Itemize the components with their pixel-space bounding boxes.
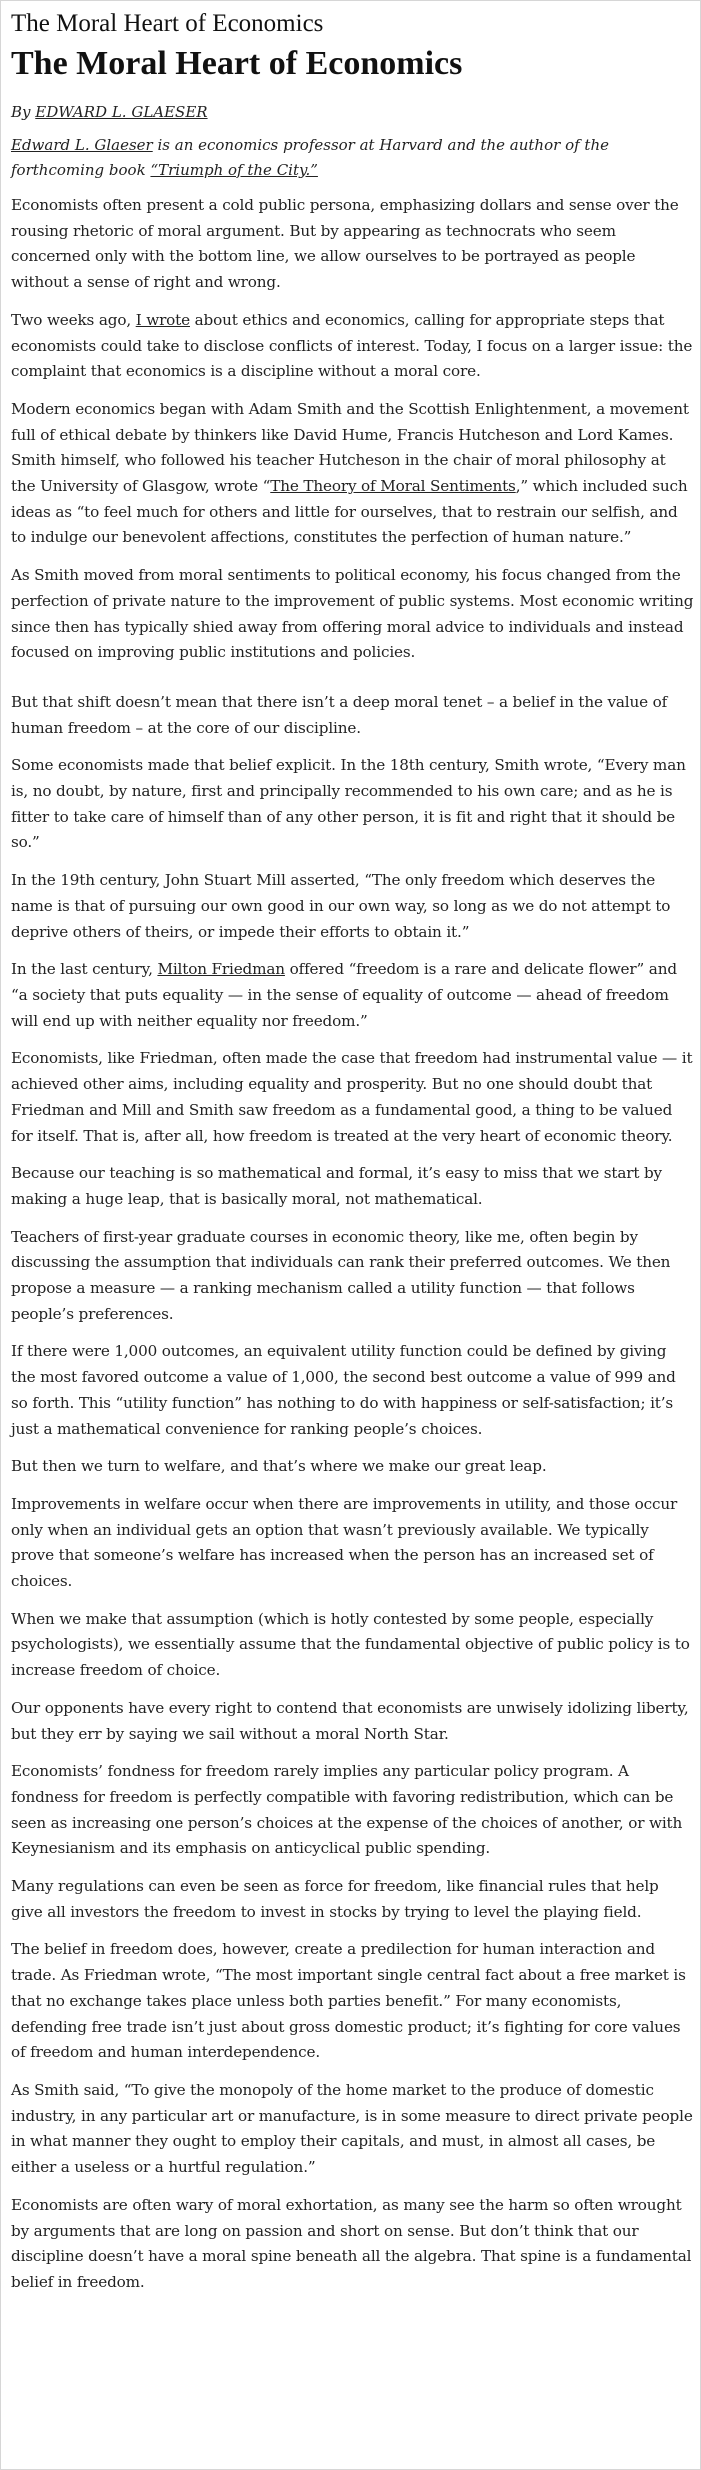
- paragraph-7: In the 19th century, John Stuart Mill asserted, “The only freedom which deserves the name is that of pursuing our own good in our own way, so long as we do not attempt to deprive others of theirs, or impede their efforts to obtain it.”: [11, 871, 671, 941]
- paragraph-5: But that shift doesn’t mean that there isn’t a deep moral tenet – a belief in the value of human freedom – at the core of our discipline.: [11, 692, 668, 737]
- paragraph-17: Economists’ fondness for freedom rarely implies any particular policy program. A fondness for freedom is perfectly compatible with favoring redistribution, which can be seen as increasing one person’s choices at the expense of the choices of another, or with Keynesianism and its emphasis on anticyclical public spending.: [11, 1762, 683, 1858]
- paragraph-text: In the last century,: [11, 960, 158, 979]
- paragraph-13: But then we turn to welfare, and that’s where we make our great leap.: [11, 1457, 547, 1476]
- paragraph-6: Some economists made that belief explicit. In the 18th century, Smith wrote, “Every man is, no doubt, by nature, first and principally recommended to his own care; and as he is fitter to take care of himself than of any other person, it is fit and right that it should be so.”: [11, 756, 686, 852]
- paragraph-4: As Smith moved from moral sentiments to political economy, his focus changed from the perfection of private nature to the improvement of public systems. Most economic writing since then has typically shied away from offering moral advice to individuals and instead focused on improving public institutions and policies.: [11, 566, 694, 662]
- paragraph-1: Economists often present a cold public persona, emphasizing dollars and sense over the rousing rhetoric of moral argument. But by appearing as technocrats who seem concerned only with the bottom line, we allow ourselves to be portrayed as people without a sense of right and wrong.: [11, 196, 679, 292]
- article-headline: The Moral Heart of Economics: [11, 45, 463, 82]
- inline-link[interactable]: Milton Friedman: [157, 960, 285, 979]
- paragraph-11: Teachers of first-year graduate courses in economic theory, like me, often begin by discussing the assumption that individuals can rank their preferred outcomes. We then propose a measure — a ranking mechanism called a utility function — that follows people’s preferences.: [11, 1227, 671, 1323]
- paragraph-14: Improvements in welfare occur when there are improvements in utility, and those occur only when an individual gets an option that wasn’t previously available. We typically prove that someone’s welfare has increased when the person has an increased set of choices.: [11, 1494, 678, 1591]
- paragraph-16: Our opponents have every right to contend that economists are unwisely idolizing liberty, but they err by saying we sail without a moral North Star.: [11, 1698, 689, 1743]
- paragraph-10: Because our teaching is so mathematical and formal, it’s easy to miss that we start by making a huge leap, that is basically moral, not mathematical.: [11, 1164, 662, 1208]
- paragraph-text: offered “freedom is a rare and delicate flower” and “a society that puts equality — in the sense of equality of outcome — ahead of freedom will end up with neither equality nor freedom.”: [11, 960, 677, 1030]
- paragraph-text: Two weeks ago,: [11, 310, 136, 329]
- inline-link[interactable]: The Theory of Moral Sentiments: [270, 477, 516, 496]
- paragraph-21: Economists are often wary of moral exhortation, as many see the harm so often wrought by arguments that are long on passion and short on sense. But don’t think that our discipline doesn’t have a moral spine beneath all the algebra. That spine is a fundamental belief in freedom.: [11, 2195, 692, 2291]
- paragraph-8: [11, 957, 694, 1034]
- paragraph-text: about ethics and economics, calling for appropriate steps that economists could take to disclose conflicts of interest. Today, I focus on a larger issue: the complaint that economics is a discipline without a moral core.: [11, 310, 693, 381]
- paragraph-text: Modern economics began with Adam Smith and the Scottish Enlightenment, a movement full of ethical debate by thinkers like David Hume, Francis Hutcheson and Lord Kames. Smith himself, who followed his teacher Hutcheson in the chair of moral philosophy at the University of Glasgow, wrote “: [11, 399, 689, 496]
- bio-author-link[interactable]: Edward L. Glaeser: [11, 136, 153, 154]
- paragraph-19: The belief in freedom does, however, create a predilection for human interaction and trade. As Friedman wrote, “The most important single central fact about a free market is that no exchange takes place unless both parties benefit.” For many economists, defending free trade isn’t just about gross domestic product; it’s fighting for core values of freedom and human interdependence.: [11, 1940, 686, 2062]
- author-link[interactable]: EDWARD L. GLAESER: [35, 103, 208, 121]
- paragraph-text: ,” which included such ideas as “to feel much for others and little for ourselves, that to restrain our selfish, and to indulge our benevolent affections, constitutes the perfection of human nature.”: [11, 477, 688, 547]
- byline-prefix: By: [11, 103, 36, 121]
- article-body: [11, 193, 694, 2296]
- paragraph-15: When we make that assumption (which is hotly contested by some people, especially psychologists), we essentially assume that the fundamental objective of public policy is to increase freedom of choice.: [11, 1609, 690, 1680]
- byline: [11, 101, 694, 123]
- paragraph-18: Many regulations can even be seen as force for freedom, like financial rules that help give all investors the freedom to invest in stocks by trying to level the playing field.: [11, 1877, 659, 1921]
- book-link[interactable]: “Triumph of the City.”: [150, 161, 318, 179]
- paragraph-12: If there were 1,000 outcomes, an equivalent utility function could be defined by giving the most favored outcome a value of 1,000, the second best outcome a value of 999 and so forth. This “utility function” has nothing to do with happiness or self-satisfaction; it’s just a mathematical convenience for ranking people’s choices.: [11, 1342, 676, 1438]
- paragraph-2: [11, 308, 694, 385]
- inline-link[interactable]: I wrote: [135, 310, 190, 329]
- paragraph-3: [11, 397, 694, 551]
- paragraph-9: Economists, like Friedman, often made the case that freedom had instrumental value — it achieved other aims, including equality and prosperity. But no one should doubt that Friedman and Mill and Smith saw freedom as a fundamental good, a thing to be valued for itself. That is, after all, how freedom is treated at the very heart of economic theory.: [11, 1049, 693, 1145]
- author-bio: [11, 133, 694, 183]
- bio-text: is an economics professor at Harvard and the author of the forthcoming book: [11, 136, 609, 179]
- page-title: The Moral Heart of Economics: [11, 10, 324, 37]
- paragraph-20: As Smith said, “To give the monopoly of the home market to the produce of domestic industry, in any particular art or manufacture, is in some measure to direct private people in what manner they ought to employ their capitals, and must, in almost all cases, be either a useless or a hurtful regulation.”: [11, 2081, 693, 2177]
